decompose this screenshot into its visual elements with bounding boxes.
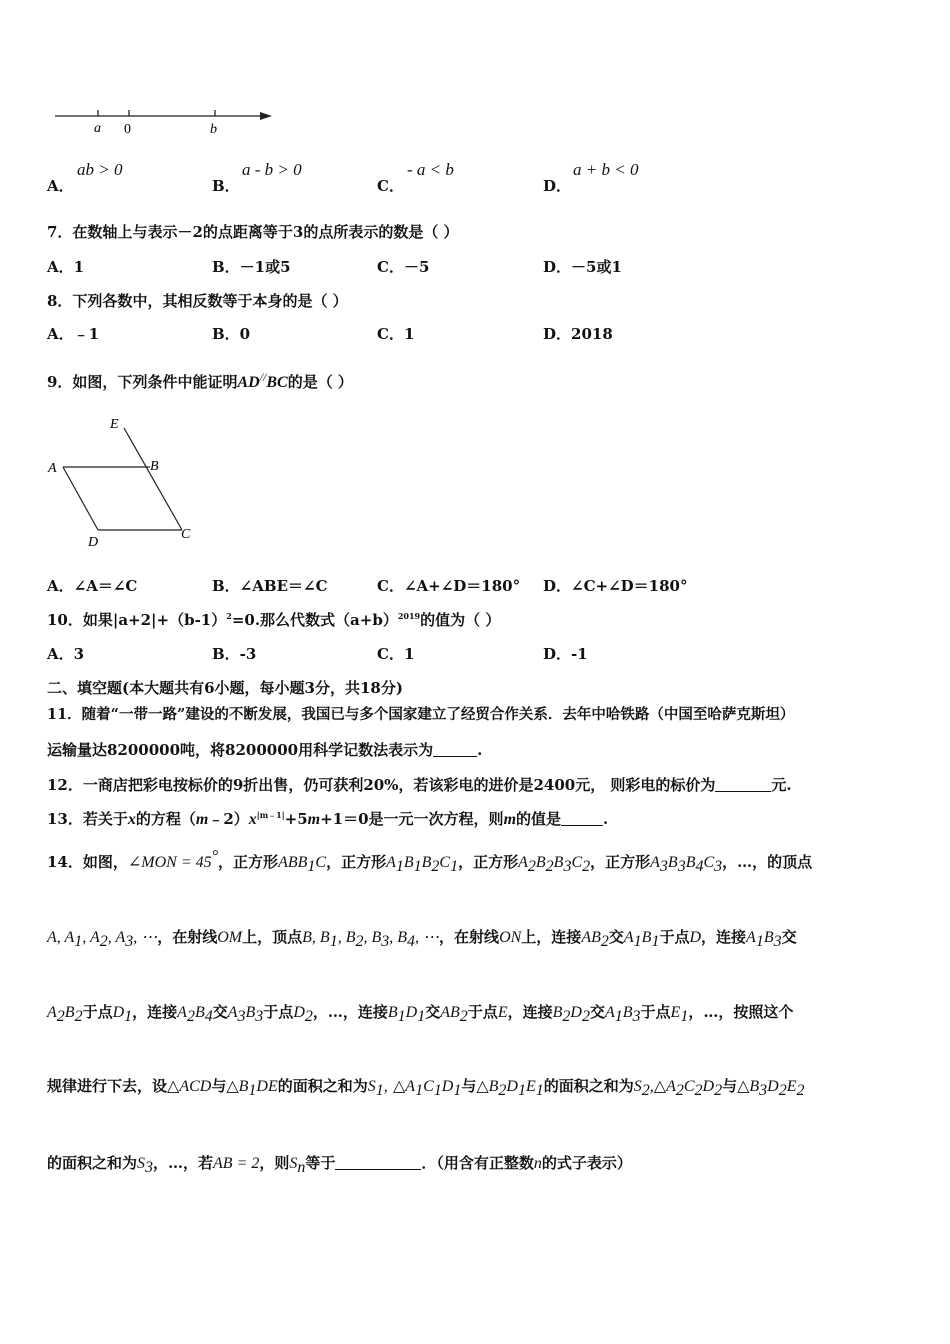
q14-tri-b3d2e2-s2: 2 — [778, 1082, 787, 1099]
q14-tri-b2d1e1-e: E — [525, 1078, 536, 1095]
q14-point-d2: D — [293, 1004, 305, 1021]
q13-var-m: m — [195, 811, 209, 828]
q9-prefix: 9．如图，下列条件中能证明 — [47, 373, 238, 391]
q14-b-s1: 1 — [329, 933, 338, 950]
q14-b-p3: , B — [363, 929, 382, 946]
q14-tri-b1de-de: DE — [256, 1078, 278, 1095]
q14-tri-b1de-s: 1 — [248, 1082, 257, 1099]
q14-seg-b2d2-d: D — [570, 1004, 582, 1021]
q14-l1-f: ，正方形 — [326, 853, 387, 871]
q6-label-b: B． — [212, 177, 240, 195]
q13-answer-blank[interactable] — [561, 811, 603, 826]
q14-seg-a2b4-b: B — [194, 1004, 205, 1021]
q14-l3-j: ，…，连接 — [312, 1003, 388, 1021]
q7-option-d: D．－5或1 — [543, 258, 622, 276]
q13-var-x2: x — [248, 811, 257, 828]
q14-sq3: A — [650, 854, 660, 871]
q14-tri-b2d1e1: △B — [476, 1078, 499, 1095]
q14-l3-f: 交 — [212, 1003, 228, 1021]
q14-sq2-b2: B — [553, 854, 564, 871]
q14-seg-a1b3: A — [746, 929, 756, 946]
q14-ab-equals: AB = 2 — [213, 1155, 260, 1172]
q14-seg-a1b3-b-s1: 1 — [614, 1008, 623, 1025]
q14-l3-p: ，连接 — [507, 1003, 553, 1021]
q14-point-d1: D — [112, 1004, 125, 1021]
q14-s1-comma: , — [383, 1078, 388, 1095]
q6-option-b: a - b > 0 — [242, 160, 302, 179]
q14-seg-a1b1-b: B — [641, 929, 652, 946]
q14-sq0-c: C — [315, 854, 327, 871]
q14-s3: S — [137, 1155, 146, 1172]
q14-angle-mon: ∠MON = 45 — [127, 854, 212, 871]
q14-sq2-c: C — [571, 854, 583, 871]
q14-sq3-s2: 3 — [677, 858, 686, 875]
q13-var-m2: m — [307, 811, 321, 828]
q14-seg-b1d1-s1: 1 — [397, 1008, 406, 1025]
q7-option-c: C．－5 — [377, 258, 430, 276]
q14-seg-a2b2-s1: 2 — [56, 1008, 65, 1025]
q6-option-c: - a < b — [407, 160, 454, 179]
q14-sq2-s2: 2 — [545, 858, 554, 875]
q14-seg-a1b3-s1: 1 — [755, 933, 764, 950]
q13-part1: 13．若关于 — [47, 810, 128, 828]
q14-sq0-sub: 1 — [307, 858, 316, 875]
q9-suffix: 的是（ ） — [287, 373, 353, 391]
q14-tri-b2d1e1-s3: 1 — [535, 1082, 544, 1099]
q14-l1-h: ，正方形 — [458, 853, 519, 871]
q14-sq2-b: B — [535, 854, 546, 871]
q14-tri-a1c1d1-c: C — [423, 1078, 434, 1095]
q14-b-p2: , B — [337, 929, 356, 946]
q14-b-ellipsis: , ⋯ — [415, 929, 440, 946]
q14-seg-a1b3-b-s2: 3 — [632, 1008, 641, 1025]
q14-sq3-s4: 3 — [714, 858, 723, 875]
q14-tri-a2c2d2-c: C — [683, 1078, 695, 1095]
q14-tri-a1c1d1-d: D — [441, 1078, 454, 1095]
q14-seg-b1d1-d: D — [405, 1004, 418, 1021]
q13-var-m3: m — [503, 811, 517, 828]
q14-line4 — [47, 1075, 805, 1100]
q14-l4-l: 与 — [722, 1077, 738, 1095]
q12-end: 元. — [771, 776, 792, 794]
q14-sq2-s1: 2 — [527, 858, 536, 875]
q14-l2-n: ，连接 — [701, 928, 747, 946]
q9-option-b: B．∠ABE＝∠C — [212, 577, 328, 595]
q14-seg-a1b1-s1: 1 — [633, 933, 642, 950]
q11-line2-text: 运输量达8200000吨，将8200000用科学记数法表示为 — [47, 741, 434, 759]
q14-b-p4: , B — [389, 929, 408, 946]
q14-l4-j: 的面积之和为 — [543, 1077, 634, 1095]
q14-sq3-b: B — [667, 854, 678, 871]
q14-seg-a2b4-s2: 4 — [204, 1008, 213, 1025]
q8-option-b: B．0 — [212, 325, 251, 343]
q14-tri-b3d2e2-d: D — [767, 1078, 779, 1095]
q14-sq2-s4: 2 — [582, 858, 591, 875]
q14-l5-e: ，则 — [259, 1154, 290, 1172]
q14-l2-d: 上，顶点 — [242, 928, 303, 946]
label-a: a — [94, 121, 101, 136]
q13-part5: +1＝0是一元一次方程，则 — [320, 810, 504, 828]
number-line-figure — [50, 100, 280, 140]
q14-point-d2-s: 2 — [304, 1008, 313, 1025]
q8-option-a: A．﹣1 — [47, 325, 100, 343]
q14-tri-a1c1d1: △A — [393, 1078, 416, 1095]
q10-option-c: C．1 — [377, 645, 415, 663]
q14-tri-acd: △ACD — [167, 1078, 212, 1095]
q14-seg-b1d1: B — [387, 1004, 398, 1021]
q14-l1-d: ，正方形 — [218, 853, 279, 871]
q14-l5-g: 等于 — [305, 1154, 336, 1172]
q14-seg-a1b3-s2: 3 — [773, 933, 782, 950]
point-a: A — [48, 461, 57, 476]
q14-tri-b3d2e2-s3: 2 — [796, 1082, 805, 1099]
q10-stem — [47, 609, 500, 630]
q14-tri-a2c2d2-s2: 2 — [694, 1082, 703, 1099]
q14-seg-a2b4-s1: 2 — [186, 1008, 195, 1025]
point-e: E — [110, 417, 119, 432]
q14-seg-a1b3-b-b: B — [622, 1004, 633, 1021]
q14-seg-a3b3-s2: 3 — [255, 1008, 264, 1025]
q14-sq1-s3: 2 — [431, 858, 440, 875]
q14-seg-b1d1-s2: 1 — [417, 1008, 426, 1025]
q14-tri-a1c1d1-s3: 1 — [453, 1082, 462, 1099]
q14-b-s3: 3 — [381, 933, 390, 950]
q14-tri-a2c2d2: ,△A — [649, 1078, 676, 1095]
q14-a-s2: 2 — [99, 933, 108, 950]
q10-part1: 10．如果|a+2|+（b-1） — [47, 611, 227, 629]
q14-l5-h: ．（用含有正整数 — [421, 1154, 534, 1172]
q14-sq3-s3: 4 — [695, 858, 704, 875]
q14-l3-d: ，连接 — [132, 1003, 178, 1021]
q9-math-ad: AD — [237, 374, 260, 391]
q14-line1 — [47, 848, 812, 876]
q14-sq3-b2: B — [685, 854, 696, 871]
q13-var-x: x — [127, 811, 136, 828]
q6-label-d: D． — [543, 177, 572, 195]
q14-l2-b: ，在射线 — [157, 928, 218, 946]
q14-seg-a1b1: A — [623, 929, 634, 946]
q14-tri-b3d2e2-s1: 3 — [759, 1082, 768, 1099]
q14-l3-h: 于点 — [263, 1003, 294, 1021]
q9-option-a: A．∠A＝∠C — [47, 577, 138, 595]
q6-label-a: A． — [47, 177, 74, 195]
q14-seg-a1b3-b: B — [763, 929, 774, 946]
q14-l3-b: 于点 — [82, 1003, 113, 1021]
q14-l2-f: ，在射线 — [439, 928, 500, 946]
q14-b-s4: 4 — [407, 933, 416, 950]
q14-tri-a2c2d2-d: D — [702, 1078, 715, 1095]
q14-seg-a3b3-b: B — [245, 1004, 256, 1021]
q14-l1-j: ，正方形 — [590, 853, 651, 871]
segment-ec — [124, 428, 182, 530]
q14-tri-b2d1e1-s1: 2 — [498, 1082, 507, 1099]
q14-sq1-b2: B — [421, 854, 432, 871]
q14-b-s2: 2 — [355, 933, 364, 950]
q14-l1-a: 14．如图， — [47, 853, 128, 871]
point-b: B — [150, 459, 159, 474]
q9-option-c: C．∠A+∠D＝180° — [377, 577, 521, 595]
q14-point-d: D — [689, 929, 702, 946]
q14-seg-a2b2-s2: 2 — [74, 1008, 83, 1025]
parallelogram-figure — [40, 408, 210, 553]
label-0: 0 — [124, 122, 131, 137]
q6-option-a: ab > 0 — [77, 160, 123, 179]
q14-l2-l: 于点 — [659, 928, 690, 946]
q10-option-d: D．-1 — [543, 645, 588, 663]
q14-l5-c: ，…，若 — [153, 1154, 214, 1172]
q14-sq1-s1: 1 — [395, 858, 404, 875]
q14-line3 — [47, 1001, 793, 1026]
q14-b-points: B, B — [302, 929, 330, 946]
q14-s1: S — [367, 1078, 376, 1095]
section-heading-fill-in: 二、填空题(本大题共有6小题，每小题3分，共18分) — [47, 679, 403, 697]
q14-tri-b2d1e1-s2: 1 — [517, 1082, 526, 1099]
q14-line2 — [47, 926, 797, 951]
q14-tri-a1c1d1-s1: 1 — [415, 1082, 424, 1099]
q8-option-d: D．2018 — [543, 325, 613, 343]
q14-tri-a1c1d1-s2: 1 — [433, 1082, 442, 1099]
q14-l3-r: 交 — [589, 1003, 605, 1021]
q14-a-points: A, A — [47, 929, 75, 946]
q14-l3-n: 于点 — [467, 1003, 498, 1021]
q10-option-b: B．-3 — [212, 645, 257, 663]
q11-line2-end: . — [477, 741, 483, 759]
number-line-arrow — [260, 112, 272, 120]
q13-part4: +5 — [284, 810, 308, 828]
q14-seg-a3b3: A — [227, 1004, 238, 1021]
q14-s1-s: 1 — [375, 1082, 384, 1099]
q14-sq2-s3: 3 — [563, 858, 572, 875]
q14-seg-a2b2: A — [47, 1004, 57, 1021]
q14-sq0: ABB — [278, 854, 308, 871]
q14-line5 — [47, 1152, 632, 1177]
q14-point-d1-s: 1 — [124, 1008, 133, 1025]
q14-sq3-s1: 3 — [659, 858, 668, 875]
q14-point-e: E — [497, 1004, 508, 1021]
q14-a-s1: 1 — [74, 933, 83, 950]
q14-sn-s: n — [297, 1159, 306, 1176]
q7-option-b: B．－1或5 — [212, 258, 291, 276]
q14-l4-e: 的面积之和为 — [277, 1077, 368, 1095]
q10-part3: 的值为（ ） — [420, 611, 501, 629]
q14-tri-a2c2d2-s1: 2 — [675, 1082, 684, 1099]
q9-math-bc: BC — [266, 374, 288, 391]
label-b: b — [210, 122, 217, 137]
point-d: D — [88, 535, 99, 550]
q14-point-e1: E — [670, 1004, 681, 1021]
q14-seg-a2b4: A — [177, 1004, 187, 1021]
q12-text: 12．一商店把彩电按标价的9折出售，仍可获利20%，若该彩电的进价是2400元， 则彩电的标价为 — [47, 776, 716, 794]
q14-sq3-c: C — [703, 854, 715, 871]
q11-answer-blank[interactable] — [433, 742, 477, 757]
q6-label-c: C． — [377, 177, 404, 195]
q14-l2-h: 上，连接 — [521, 928, 582, 946]
q13-part3: ﹣2） — [208, 810, 249, 828]
q14-seg-b2d2: B — [552, 1004, 563, 1021]
q14-seg-ab2-s: 2 — [600, 933, 609, 950]
q14-tri-b3d2e2-e: E — [786, 1078, 797, 1095]
q14-s2-s: 2 — [641, 1082, 650, 1099]
segment-ad — [63, 467, 98, 530]
q14-s2: S — [633, 1078, 642, 1095]
q14-answer-blank[interactable] — [335, 1155, 421, 1170]
q11-line1: 11．随着“一带一路”建设的不断发展，我国已与多个国家建立了经贸合作关系．去年中哈铁路（中国至哈萨克斯坦） — [47, 706, 795, 723]
q9-option-d: D．∠C+∠D＝180° — [543, 577, 688, 595]
q14-tri-b2d1e1-d: D — [506, 1078, 518, 1095]
q14-sq1-b: B — [403, 854, 414, 871]
q12-answer-blank[interactable] — [715, 777, 771, 792]
q7-option-a: A．1 — [47, 258, 85, 276]
q14-l4-a: 规律进行下去，设 — [47, 1077, 168, 1095]
q10-sup2: 2019 — [397, 611, 421, 621]
q14-sq1-s2: 1 — [413, 858, 422, 875]
q14-l2-p: 交 — [781, 928, 797, 946]
q14-l5-j: 的式子表示） — [541, 1154, 632, 1172]
q14-degree: ° — [211, 848, 219, 865]
q13-stem — [47, 808, 608, 829]
q12-stem — [47, 774, 792, 795]
q14-l5-a: 的面积之和为 — [47, 1154, 138, 1172]
q14-seg-a1b1-s2: 1 — [651, 933, 660, 950]
q9-parallel-sign: // — [259, 370, 267, 384]
q9-stem — [47, 370, 353, 392]
q13-part2: 的方程（ — [135, 810, 196, 828]
q14-l3-t: 于点 — [640, 1003, 671, 1021]
q14-l1-l: ，…，的顶点 — [722, 853, 813, 871]
q14-seg-b2d2-s1: 2 — [562, 1008, 571, 1025]
q14-var-n: n — [533, 1155, 542, 1172]
q13-exponent: |m﹣1| — [256, 810, 285, 820]
q14-a-p3: , A — [107, 929, 126, 946]
q7-stem: 7．在数轴上与表示－2的点距离等于3的点所表示的数是（ ） — [47, 223, 459, 241]
q8-option-c: C．1 — [377, 325, 415, 343]
q14-tri-b1de: △B — [226, 1078, 249, 1095]
q14-seg-ab2-b: AB — [440, 1004, 460, 1021]
point-c: C — [181, 527, 191, 542]
q14-seg-ab2-b-s: 2 — [459, 1008, 468, 1025]
q14-l4-c: 与 — [211, 1077, 227, 1095]
q11-line2 — [47, 739, 482, 760]
q14-seg-b2d2-s2: 2 — [581, 1008, 590, 1025]
q14-sn: S — [289, 1155, 298, 1172]
q14-a-p2: , A — [82, 929, 100, 946]
q14-a-ellipsis: , ⋯ — [133, 929, 158, 946]
q6-option-d: a + b < 0 — [573, 160, 639, 179]
q14-s3-s: 3 — [145, 1159, 154, 1176]
q14-sq1-s4: 1 — [450, 858, 459, 875]
q14-seg-ab2: AB — [581, 929, 601, 946]
q14-l4-h: 与 — [461, 1077, 477, 1095]
q14-sq1: A — [386, 854, 396, 871]
q14-l3-l: 交 — [425, 1003, 441, 1021]
q14-tri-b3d2e2: △B — [737, 1078, 760, 1095]
q14-a-s3: 3 — [125, 933, 134, 950]
q14-tri-a2c2d2-s3: 2 — [714, 1082, 723, 1099]
q13-end: . — [603, 810, 609, 828]
q14-l3-v: ，…，按照这个 — [688, 1003, 794, 1021]
q10-part2: =0.那么代数式（a+b） — [231, 611, 398, 629]
q14-point-e1-s: 1 — [680, 1008, 689, 1025]
q14-l2-j: 交 — [608, 928, 624, 946]
q8-stem: 8．下列各数中，其相反数等于本身的是（ ） — [47, 292, 348, 310]
q14-seg-a3b3-s1: 3 — [237, 1008, 246, 1025]
q13-part6: 的值是 — [516, 810, 562, 828]
q10-sup1: 2 — [226, 611, 232, 621]
q10-option-a: A．3 — [47, 645, 85, 663]
q14-ray-on: ON — [499, 929, 522, 946]
q14-sq1-c: C — [439, 854, 451, 871]
q14-seg-a2b2-b: B — [64, 1004, 75, 1021]
q14-ray-om: OM — [217, 929, 243, 946]
q14-seg-a1b3-b: A — [604, 1004, 615, 1021]
q14-sq2: A — [518, 854, 528, 871]
